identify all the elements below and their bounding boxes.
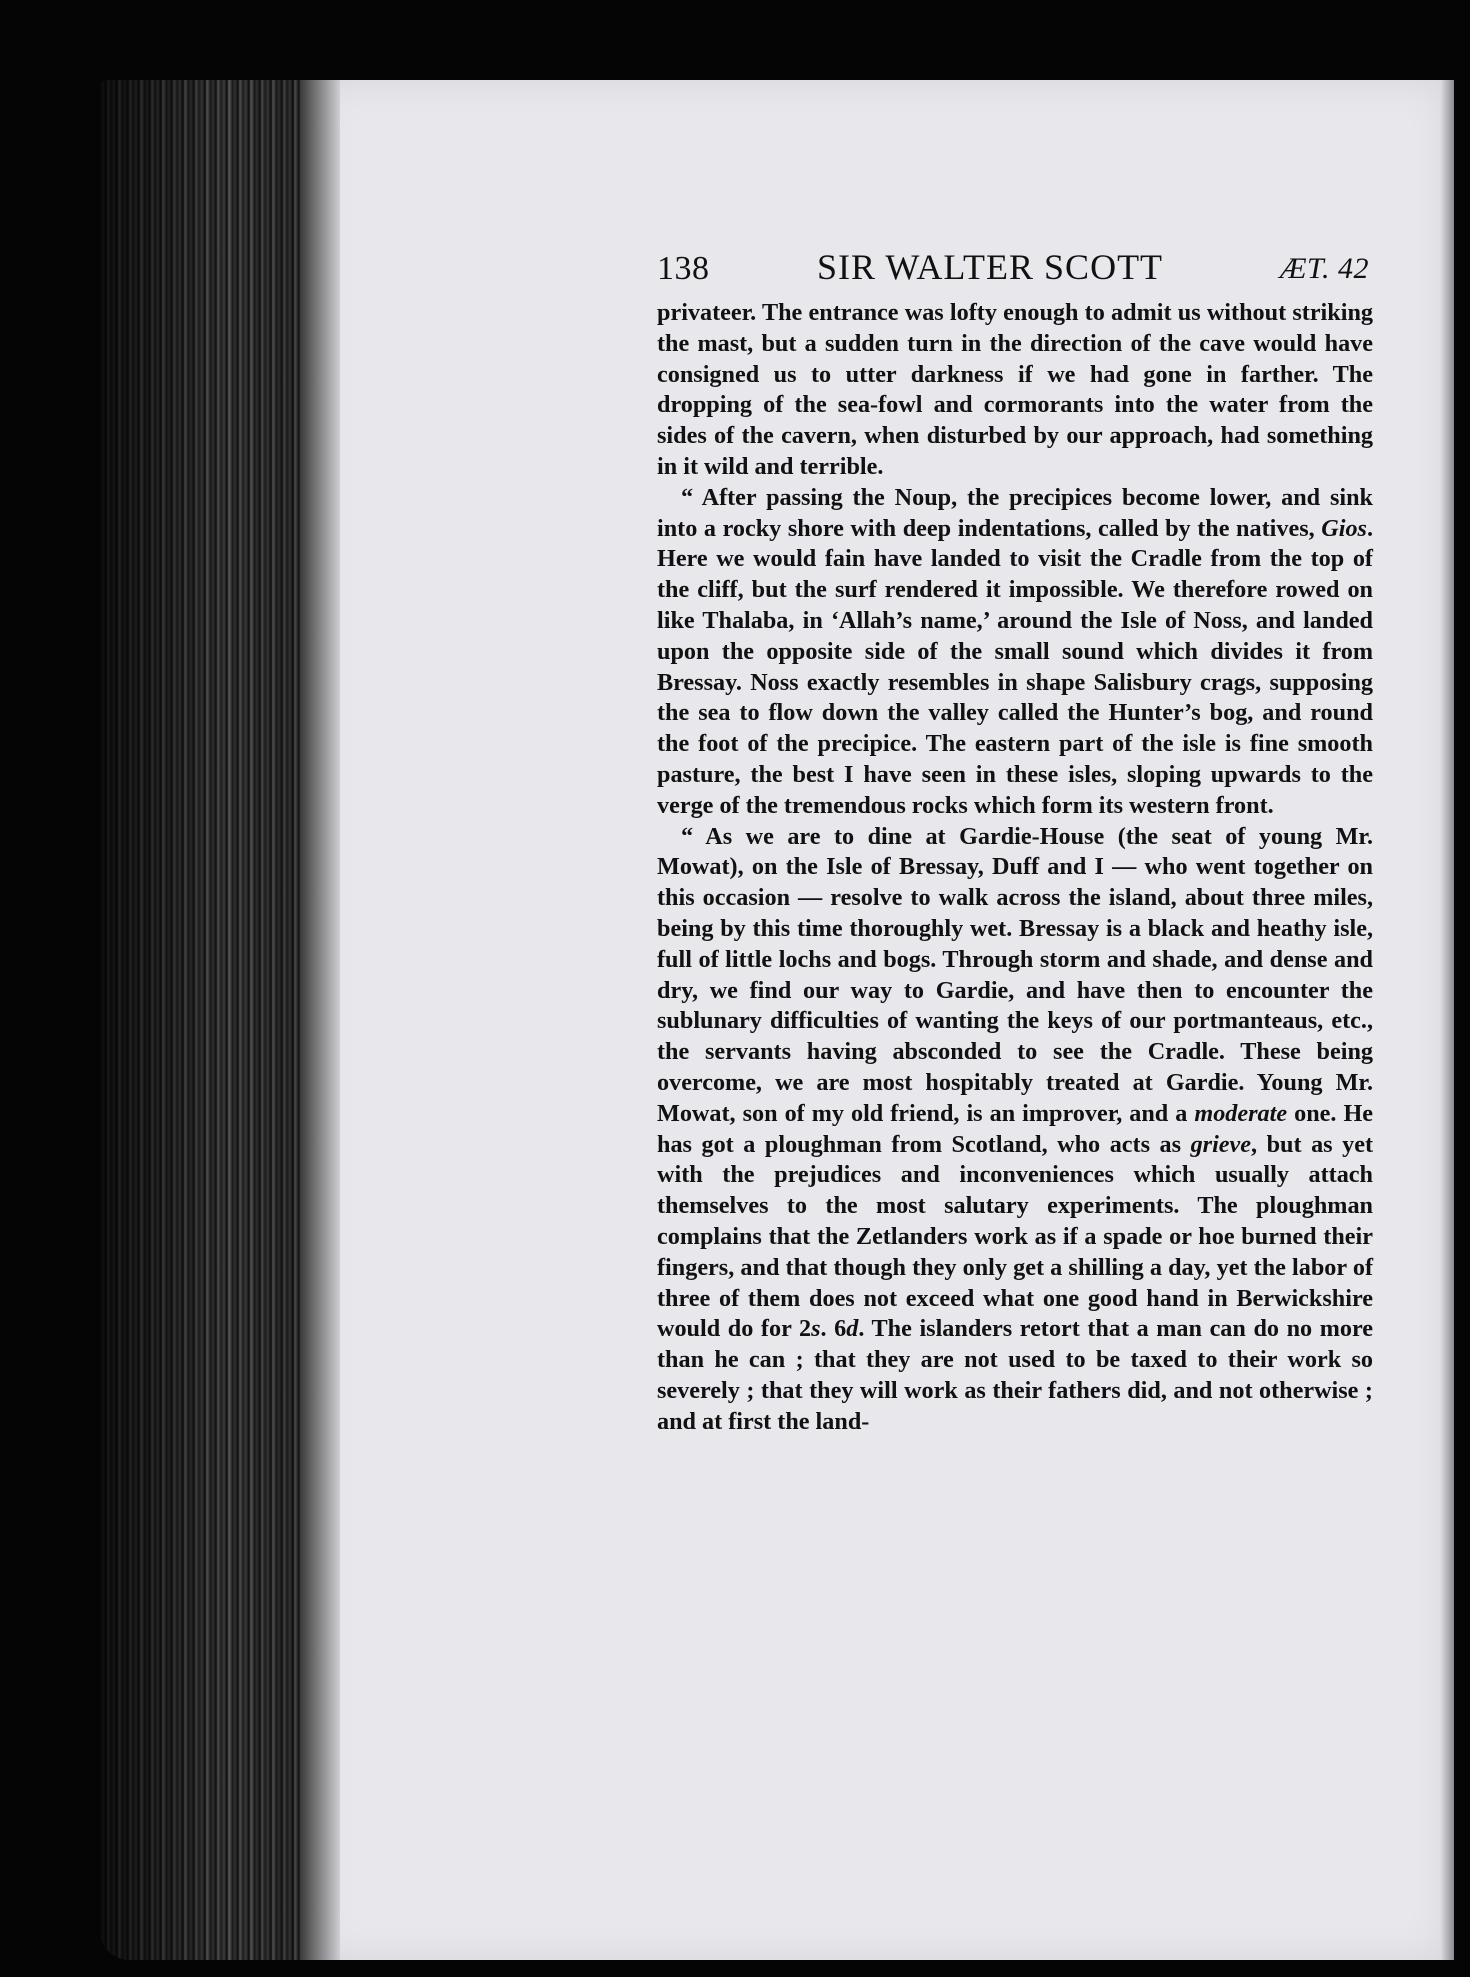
page-right-edge <box>1440 80 1454 1960</box>
running-head <box>657 240 1373 298</box>
paragraph-text: . The islanders retort that a man can do no more than he can ; that they are not used to be taxed to their work so severely ; that they will work as their fathers did, and not otherwise ; and at first the land- <box>657 1315 1374 1435</box>
age-marker: ÆT. 42 <box>1279 252 1369 285</box>
page-number: 138 <box>657 250 710 287</box>
paragraph-text: “ After passing the Noup, the precipices become lower, and sink into a rocky shore with deep indentations, called by the natives, <box>657 483 1373 542</box>
paragraph-3 <box>657 822 1373 1438</box>
body-text <box>657 298 1373 1437</box>
book-edge-shadow <box>100 80 330 1960</box>
italic-term: moderate <box>1194 1099 1288 1127</box>
paragraph-text: privateer. The entrance was lofty enough to admit us without striking the mast, but a sudden turn in the direction of the cave would have consigned us to utter darkness if we had gone in farther. The dropping of the sea-fowl and cormorants into the water from the sides of the cavern, when disturbed by our approach, had something in it wild and terrible. <box>657 299 1373 480</box>
paragraph-text: . Here we would fain have landed to visit the Cradle from the top of the cliff, but the surf rendered it impossible. We therefore rowed on like Thalaba, in ‘Allah’s name,’ around the Isle of Noss, and landed upon the opposite side of the small sound which divides it from Bressay. Noss exactly resembles in shape Salisbury crags, supposing the sea to flow down the valley called the Hunter’s bog, and round the foot of the precipice. The eastern part of the isle is fine smooth pasture, the best I have seen in these isles, sloping upwards to the verge of the tremendous rocks which form its western front. <box>657 514 1373 819</box>
italic-term: d <box>846 1315 859 1343</box>
gutter-shadow <box>300 80 340 1960</box>
paragraph-1 <box>657 298 1373 483</box>
italic-term: grieve <box>1190 1130 1251 1158</box>
paragraph-text: one. He has got a ploughman from Scotland, who acts as <box>657 1099 1373 1158</box>
running-title: SIR WALTER SCOTT <box>817 247 1164 287</box>
paragraph-text: “ As we are to dine at Gardie-House (the seat of young Mr. Mowat), on the Isle of Bressay, Duff and I — who went together on this occasion — resolve to walk across the island, about three miles, being by this time thoroughly wet. Bressay is a black and heathy isle, full of little lochs and bogs. Through storm and shade, and dense and dry, we find our way to Gardie, and have then to encounter the sublunary difficulties of wanting the keys of our portmanteaus, etc., the servants having absconded to see the Cradle. These being overcome, we are most hospitably treated at Gardie. Young Mr. Mowat, son of my old friend, is an improver, and a <box>657 822 1373 1127</box>
page-text-block <box>657 240 1373 1437</box>
paragraph-2 <box>657 483 1373 822</box>
italic-term: Gios <box>1321 514 1367 542</box>
paragraph-text: . 6 <box>820 1315 847 1343</box>
italic-term: s <box>811 1315 821 1343</box>
paragraph-text: , but as yet with the prejudices and inconveniences which usually attach themselves to the most salutary experiments. The ploughman complains that the Zetlanders work as if a spade or hoe burned their fingers, and that though they only get a shilling a day, yet the labor of three of them does not exceed what one good hand in Berwickshire would do for 2 <box>657 1130 1373 1343</box>
